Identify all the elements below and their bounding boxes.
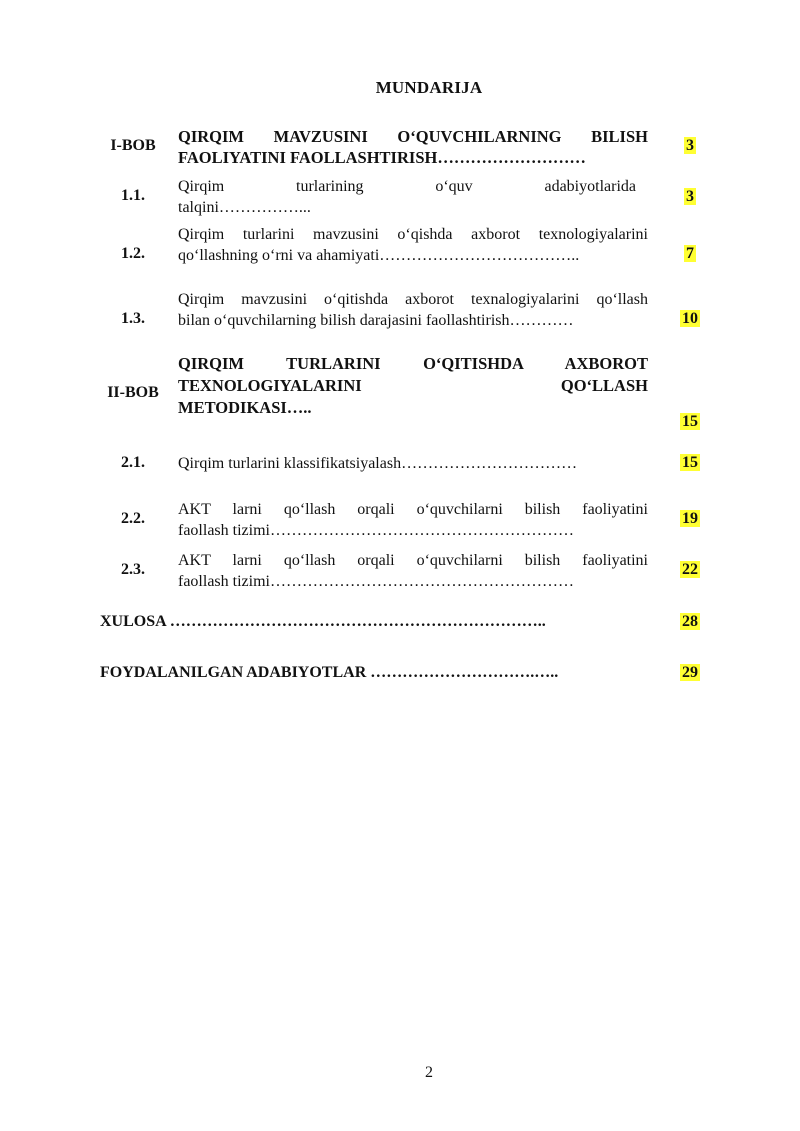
toc-entry-line: FAOLIYATINI FAOLLASHTIRISH……………………… bbox=[178, 148, 586, 167]
toc-entry-line: Qirqim turlarini klassifikatsiyalash…………………………… bbox=[178, 455, 578, 472]
toc-entry-text bbox=[178, 176, 636, 218]
toc-title: MUNDARIJA bbox=[375, 78, 483, 97]
toc-entry-text: FOYDALANILGAN ADABIYOTLAR ………………………….….. bbox=[100, 664, 559, 681]
toc-entry-line: Qirqim turlarining o‘quv adabiyotlarida bbox=[178, 178, 636, 195]
toc-entry-line: QIRQIM TURLARINI O‘QITISHDA AXBOROT bbox=[178, 354, 648, 373]
toc-entry-text bbox=[178, 550, 648, 592]
page-highlight: 19 bbox=[682, 510, 698, 527]
toc-entry-page bbox=[678, 188, 702, 206]
toc-entry-line: faollash tizimi………………………………………………… bbox=[178, 522, 574, 539]
toc-entry-line: AKT larni qo‘llash orqali o‘quvchilarni bilish faoliyatini bbox=[178, 552, 648, 569]
toc-entry-page bbox=[678, 664, 702, 682]
toc-entry-line: TEXNOLOGIYALARINI QO‘LLASH bbox=[178, 376, 648, 395]
toc-entry-page bbox=[678, 310, 702, 328]
toc-entry-page bbox=[678, 613, 702, 631]
toc-entry-number: I-BOB bbox=[110, 137, 156, 154]
toc-entry-line: Qirqim turlarini mavzusini o‘qishda axborot texnologiyalarini bbox=[178, 226, 648, 243]
page-number: 2 bbox=[425, 1064, 433, 1081]
page-highlight: 7 bbox=[686, 245, 694, 262]
toc-entry-text bbox=[178, 289, 648, 331]
toc-entry-number: 1.2. bbox=[121, 245, 145, 262]
toc-entry-line: AKT larni qo‘llash orqali o‘quvchilarni bilish faoliyatini bbox=[178, 501, 648, 518]
toc-entry-page bbox=[678, 413, 702, 431]
toc-entry-line: faollash tizimi………………………………………………… bbox=[178, 573, 574, 590]
toc-entry-chapter-2 bbox=[100, 352, 710, 437]
toc-entry-text bbox=[178, 126, 648, 168]
page-highlight: 28 bbox=[682, 613, 698, 630]
page-highlight: 15 bbox=[682, 454, 698, 471]
toc-entry-text bbox=[178, 224, 648, 266]
toc-entry-section-1-1 bbox=[100, 175, 710, 221]
page-highlight: 22 bbox=[682, 561, 698, 578]
toc-entry-section-2-2 bbox=[100, 498, 710, 544]
toc-entry-number: 1.1. bbox=[121, 187, 145, 204]
toc-entry-text: XULOSA …………………………………………………………….. bbox=[100, 613, 546, 630]
toc-entry-section-1-3 bbox=[100, 288, 710, 334]
toc-entry-line: talqini……………... bbox=[178, 199, 311, 216]
toc-entry-number: II-BOB bbox=[107, 384, 159, 401]
toc-entry-conclusion bbox=[100, 613, 710, 637]
toc-entry-page bbox=[678, 245, 702, 263]
toc-entry-page bbox=[678, 454, 702, 472]
toc-entry-number: 1.3. bbox=[121, 310, 145, 327]
toc-entry-chapter-1 bbox=[100, 124, 710, 172]
toc-entry-text bbox=[178, 353, 648, 419]
toc-entry-line: bilan o‘quvchilarning bilish darajasini faollashtirish………… bbox=[178, 312, 574, 329]
toc-entry-section-2-1 bbox=[100, 453, 710, 477]
toc-entry-number: 2.3. bbox=[121, 561, 145, 578]
toc-entry-line: QIRQIM MAVZUSINI O‘QUVCHILARNING BILISH bbox=[178, 127, 648, 146]
page-highlight: 10 bbox=[682, 310, 698, 327]
toc-entry-line: Qirqim mavzusini o‘qitishda axborot texnalogiyalarini qo‘llash bbox=[178, 291, 648, 308]
toc-entry-text bbox=[178, 453, 648, 474]
toc-entry-line: qo‘llashning o‘rni va ahamiyati……………………………….. bbox=[178, 247, 580, 264]
toc-entry-page bbox=[678, 137, 702, 155]
toc-entry-section-1-2 bbox=[100, 223, 710, 269]
page-highlight: 3 bbox=[686, 188, 694, 205]
toc-entry-references bbox=[100, 664, 710, 688]
toc-entry-number: 2.2. bbox=[121, 510, 145, 527]
toc-entry-number: 2.1. bbox=[121, 454, 145, 471]
toc-entry-page bbox=[678, 561, 702, 579]
toc-entry-page bbox=[678, 510, 702, 528]
page-highlight: 29 bbox=[682, 664, 698, 681]
page-highlight: 3 bbox=[686, 137, 694, 154]
toc-entry-section-2-3 bbox=[100, 549, 710, 595]
toc-entry-line: METODIKASI….. bbox=[178, 398, 312, 417]
toc-entry-text bbox=[178, 499, 648, 541]
page-highlight: 15 bbox=[682, 413, 698, 430]
